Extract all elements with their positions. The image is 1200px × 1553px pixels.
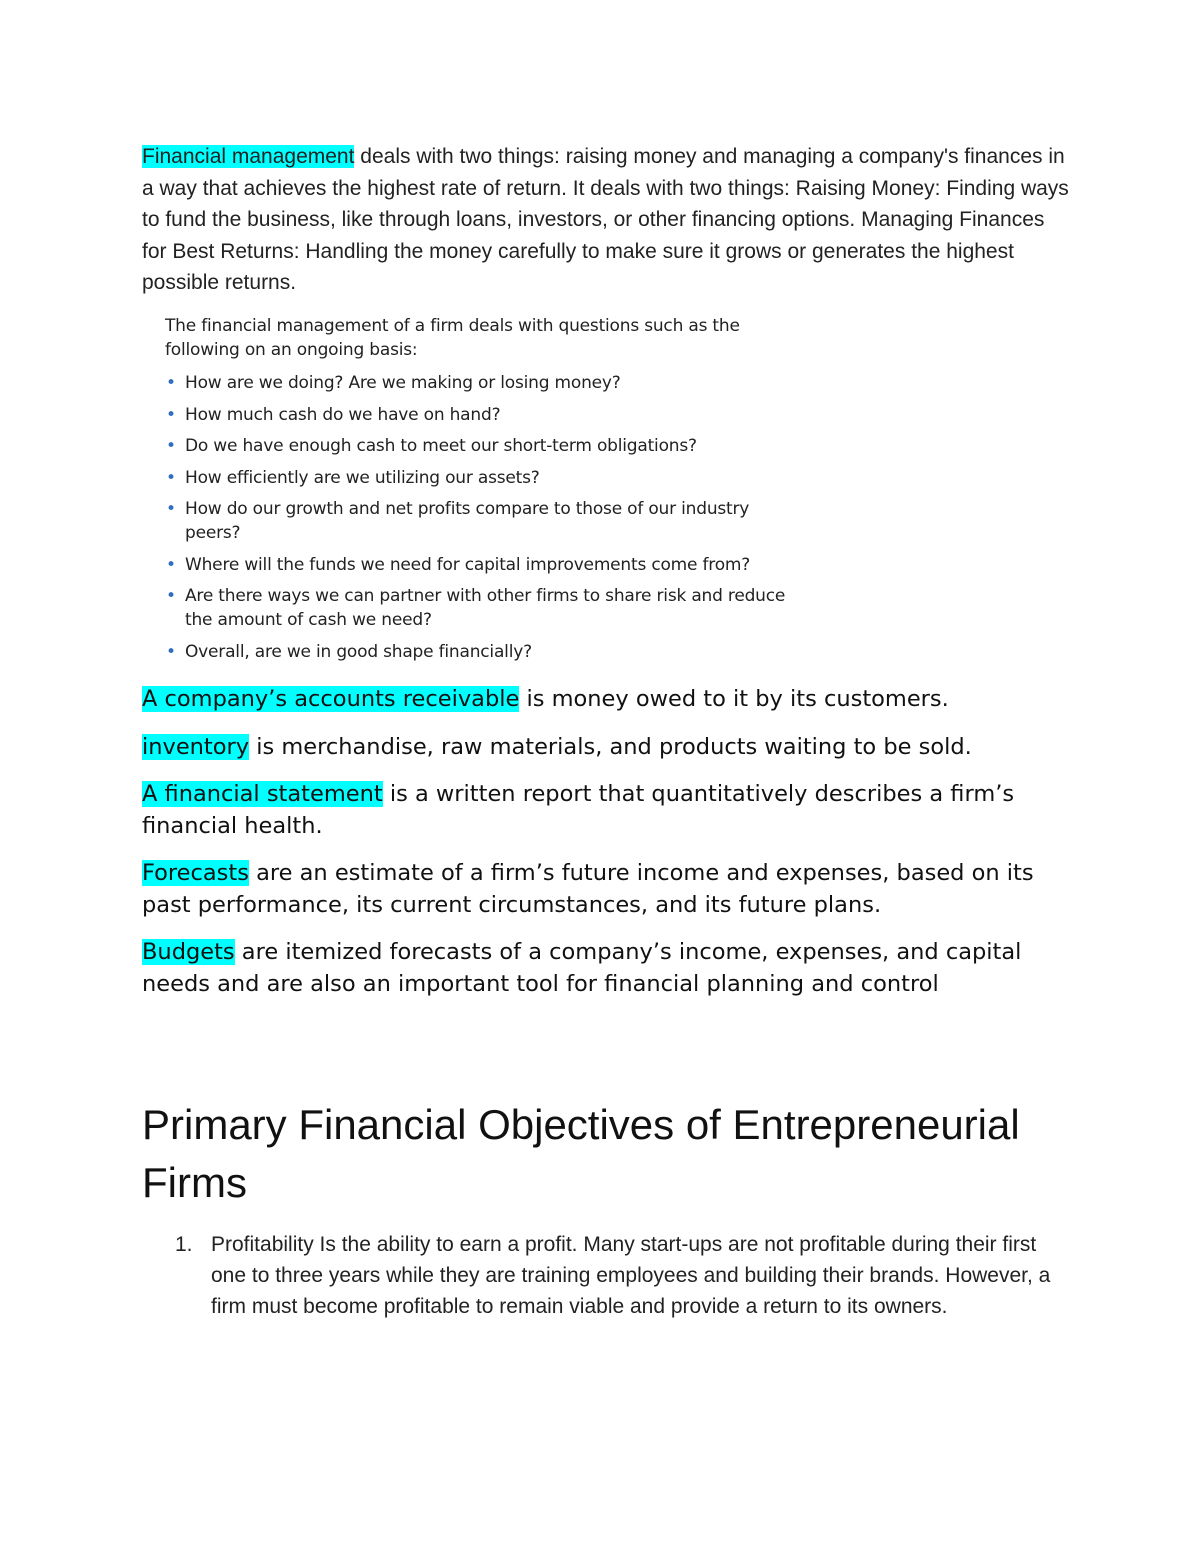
highlighted-term: Financial management (142, 145, 355, 168)
list-item (142, 1229, 1072, 1322)
intro-paragraph (142, 141, 1072, 299)
list-item (165, 640, 805, 664)
question-text: How efficiently are we utilizing our assets? (185, 467, 540, 488)
list-item (165, 434, 805, 458)
definition-paragraph (142, 684, 1072, 716)
list-item (165, 403, 805, 427)
highlighted-term: A company’s accounts receivable (142, 686, 520, 712)
objectives-list (142, 1229, 1072, 1322)
list-item (165, 371, 805, 395)
question-text: How much cash do we have on hand? (185, 404, 501, 425)
bullet-icon: • (166, 467, 176, 488)
section-heading: Primary Financial Objectives of Entrepreneurial Firms (142, 1101, 1020, 1206)
question-text: Where will the funds we need for capital improvements come from? (185, 554, 751, 575)
bullet-icon: • (166, 404, 176, 425)
bullet-icon: • (166, 373, 176, 393)
intro-text: deals with two things: raising money and managing a company's finances in a way that achieves the highest rate of return. It deals with two things: Raising Money: Finding ways to fund the business, like through loans, investors, or other financing options. Managing Finances for Best Returns: Handling the money carefully to make sure it grows or generates the highest possible returns. (142, 145, 1069, 294)
definition-text: are an estimate of a firm’s future income and expenses, based on its past performance, its current circumstances, and its future plans. (142, 860, 1034, 918)
figure-intro: The financial management of a firm deals with questions such as the following on an ongoing basis: (165, 316, 740, 360)
definition-paragraph (142, 858, 1072, 921)
bullet-icon: • (166, 641, 176, 662)
questions-list (165, 371, 805, 664)
definition-paragraph (142, 937, 1072, 1000)
question-text: How are we doing? Are we making or losing money? (185, 373, 621, 393)
bullet-icon: • (166, 436, 176, 456)
definition-text: is a written report that quantitatively describes a firm’s financial health. (142, 781, 1015, 839)
definition-text: are itemized forecasts of a company’s income, expenses, and capital needs and are also an important tool for financial planning and control (142, 939, 1022, 997)
definition-paragraph (142, 779, 1072, 842)
questions-figure (165, 314, 805, 671)
highlighted-term: inventory (142, 733, 250, 760)
highlighted-term: Budgets (142, 939, 235, 965)
question-text: Do we have enough cash to meet our short-term obligations? (185, 436, 697, 456)
list-item (165, 466, 805, 490)
question-text: How do our growth and net profits compare to those of our industry peers? (185, 499, 750, 543)
item-text: Profitability Is the ability to earn a profit. Many start-ups are not profitable during their first one to three years while they are training employees and building their brands. However, a firm must become profitable to remain viable and provide a return to its owners. (211, 1233, 1051, 1318)
list-item (165, 497, 805, 545)
definition-text: is merchandise, raw materials, and products waiting to be sold. (249, 733, 972, 760)
item-number: 1. (175, 1233, 193, 1256)
bullet-icon: • (166, 554, 176, 575)
definition-text: is money owed to it by its customers. (519, 686, 949, 712)
list-item (165, 553, 805, 577)
highlighted-term: Forecasts (142, 860, 249, 886)
definitions (142, 684, 1072, 1016)
highlighted-term: A financial statement (142, 781, 383, 807)
bullet-icon: • (166, 499, 176, 519)
bullet-icon: • (166, 586, 176, 606)
list-item (165, 584, 805, 632)
question-text: Overall, are we in good shape financially? (185, 641, 532, 662)
definition-paragraph (142, 732, 1072, 764)
question-text: Are there ways we can partner with other firms to share risk and reduce the amount of cash we need? (185, 586, 786, 630)
